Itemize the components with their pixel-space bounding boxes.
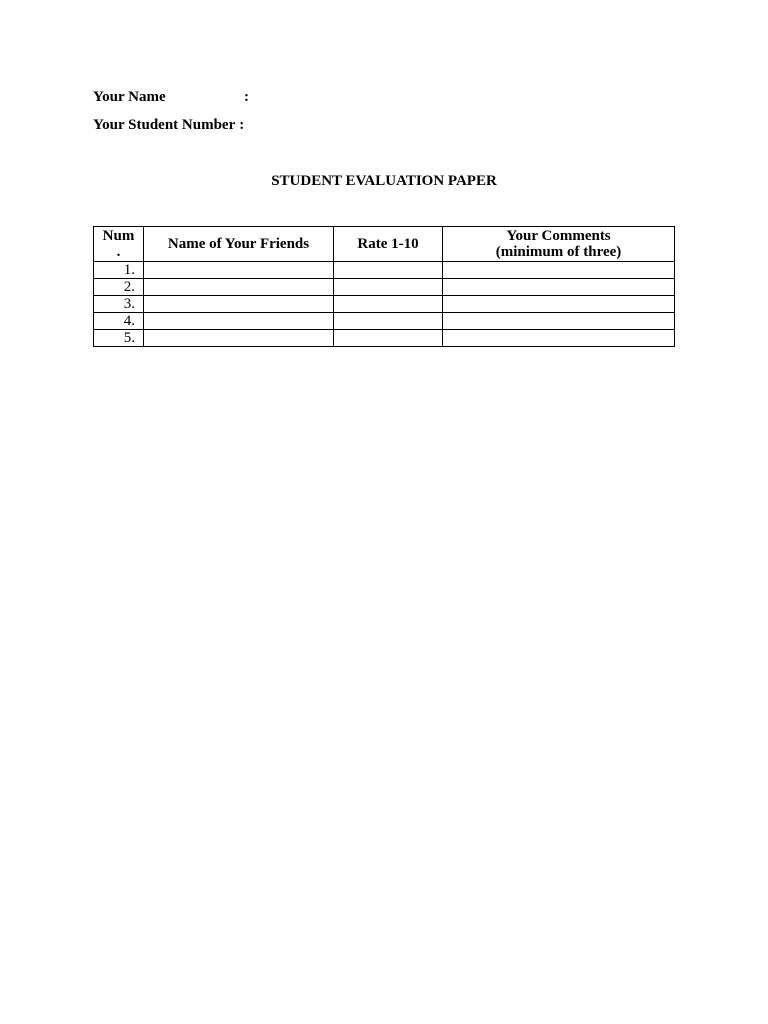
header-friend-name: Name of Your Friends (144, 227, 334, 262)
row-number: 5. (94, 330, 144, 347)
comments-cell[interactable] (443, 279, 675, 296)
name-colon: : (244, 89, 249, 105)
friend-name-cell[interactable] (144, 330, 334, 347)
row-number: 2. (94, 279, 144, 296)
student-number-colon: : (239, 117, 245, 133)
friend-name-cell[interactable] (144, 313, 334, 330)
student-number-label: Your Student Number (93, 117, 236, 133)
comments-cell[interactable] (443, 296, 675, 313)
row-number: 1. (94, 262, 144, 279)
table-row (94, 279, 675, 296)
header-rate: Rate 1-10 (334, 227, 443, 262)
table-row (94, 296, 675, 313)
comments-cell[interactable] (443, 330, 675, 347)
friend-name-cell[interactable] (144, 279, 334, 296)
table-row (94, 313, 675, 330)
header-num-line2: . (116, 244, 121, 260)
rate-cell[interactable] (334, 262, 443, 279)
header-comments-line2: (minimum of three) (495, 244, 622, 260)
header-comments (443, 227, 675, 262)
evaluation-table (93, 226, 675, 347)
table-header-row (94, 227, 675, 262)
rate-cell[interactable] (334, 279, 443, 296)
rate-cell[interactable] (334, 313, 443, 330)
comments-cell[interactable] (443, 262, 675, 279)
rate-cell[interactable] (334, 296, 443, 313)
friend-name-cell[interactable] (144, 262, 334, 279)
header-num (94, 227, 144, 262)
name-label: Your Name (93, 89, 166, 105)
page-title: STUDENT EVALUATION PAPER (271, 173, 497, 189)
table-row (94, 262, 675, 279)
row-number: 4. (94, 313, 144, 330)
student-number-field-row (93, 116, 244, 134)
header-comments-line1: Your Comments (506, 228, 611, 244)
friend-name-cell[interactable] (144, 296, 334, 313)
header-num-line1: Num (102, 228, 135, 244)
row-number: 3. (94, 296, 144, 313)
name-field-row (93, 88, 249, 106)
rate-cell[interactable] (334, 330, 443, 347)
table-row (94, 330, 675, 347)
comments-cell[interactable] (443, 313, 675, 330)
